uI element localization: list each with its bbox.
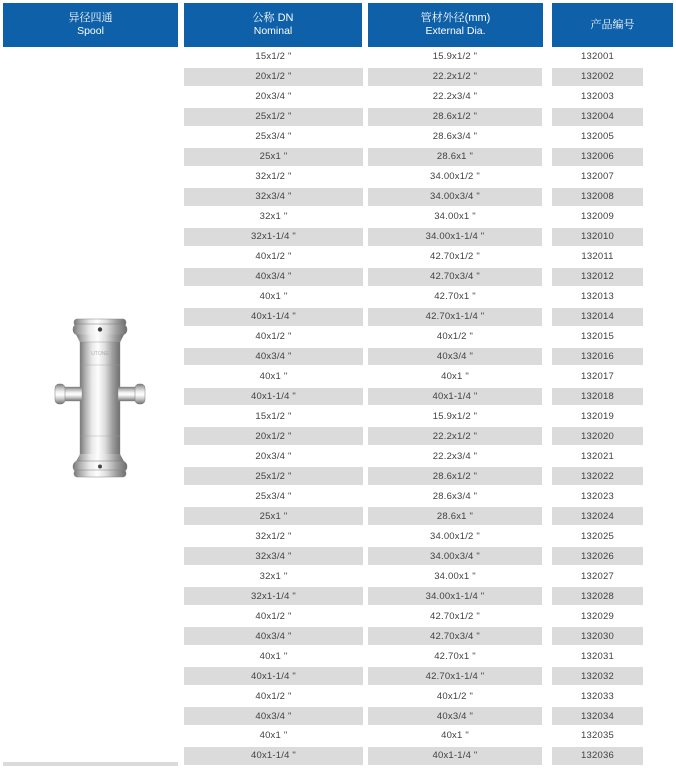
product-code-cell: 132018 [552,388,643,406]
nominal-size-cell: 40x3/4 " [184,348,363,366]
nominal-size-cell: 32x1 " [259,570,288,582]
external-diameter-cell: 34.00x3/4 " [368,188,542,206]
product-code-cell: 132027 [581,570,614,582]
product-code-cell: 132019 [581,410,614,422]
nominal-size-cell: 32x1-1/4 " [184,587,363,605]
external-diameter-cell: 28.6x3/4 " [432,131,478,143]
table-row [0,586,676,606]
product-code-cell: 132010 [552,228,643,246]
nominal-size-cell: 40x1/2 " [255,331,292,343]
product-code-cell: 132022 [552,467,643,485]
product-code-cell: 132026 [552,547,643,565]
fitting-engraved-marking: UTONE [91,351,109,357]
external-diameter-cell: 28.6x1/2 " [368,467,542,485]
product-code-cell: 132006 [552,148,643,166]
nominal-size-cell: 40x3/4 " [184,268,363,286]
product-code-cell: 132003 [581,91,614,103]
table-row [0,167,676,187]
product-code-cell: 132020 [552,427,643,445]
external-diameter-cell: 34.00x1 " [434,211,476,223]
external-diameter-cell: 34.00x1/2 " [430,171,480,183]
external-diameter-cell: 15.9x1/2 " [432,410,478,422]
header-col-product-code [552,3,673,47]
table-row [0,347,676,367]
nominal-size-cell: 15x1/2 " [255,410,292,422]
nominal-size-cell: 25x1/2 " [184,467,363,485]
nominal-size-cell: 32x3/4 " [184,188,363,206]
product-code-cell: 132011 [581,251,614,263]
external-diameter-cell: 40x1/2 " [436,690,474,702]
table-row [0,67,676,87]
table-row [0,646,676,666]
product-code-cell: 132035 [581,730,614,742]
external-diameter-cell: 42.70x1-1/4 " [368,308,542,326]
nominal-size-cell: 15x1/2 " [255,51,292,63]
table-row [0,566,676,586]
external-diameter-cell: 34.00x1 " [434,570,476,582]
product-code-cell: 132032 [552,667,643,685]
product-code-cell: 132025 [581,530,614,542]
product-code-cell: 132014 [552,308,643,326]
nominal-size-cell: 32x1-1/4 " [184,228,363,246]
table-row [0,47,676,67]
nominal-size-cell: 32x1/2 " [255,530,292,542]
header-col-product-code-cn: 产品编号 [590,18,635,31]
product-code-cell: 132004 [552,108,643,126]
external-diameter-cell: 15.9x1/2 " [432,51,478,63]
product-code-cell: 132007 [581,171,614,183]
product-code-cell: 132009 [581,211,614,223]
product-code-cell: 132013 [581,291,614,303]
nominal-size-cell: 40x1-1/4 " [184,308,363,326]
table-row [0,187,676,207]
external-diameter-cell: 42.70x3/4 " [368,268,542,286]
nominal-size-cell: 25x1 " [184,148,363,166]
table-row [0,287,676,307]
product-code-cell: 132016 [552,348,643,366]
external-diameter-cell: 22.2x3/4 " [432,450,478,462]
nominal-size-cell: 32x3/4 " [184,547,363,565]
table-row [0,367,676,387]
nominal-size-cell: 40x1 " [259,370,288,382]
table-row [0,706,676,726]
product-code-cell: 132012 [552,268,643,286]
external-diameter-cell: 28.6x3/4 " [432,490,478,502]
product-code-cell: 132024 [552,507,643,525]
table-row [0,127,676,147]
nominal-size-cell: 40x1-1/4 " [184,667,363,685]
product-code-cell: 132029 [581,610,614,622]
external-diameter-cell: 28.6x1 " [368,148,542,166]
header-col-nominal-en: Nominal [253,25,293,38]
product-code-cell: 132015 [581,331,614,343]
external-diameter-cell: 22.2x3/4 " [432,91,478,103]
table-row [0,446,676,466]
nominal-size-cell: 20x1/2 " [184,68,363,86]
table-row [0,247,676,267]
product-code-cell: 132023 [581,490,614,502]
nominal-size-cell: 40x1/2 " [255,610,292,622]
product-code-cell: 132031 [581,650,614,662]
table-row [0,307,676,327]
table-row [0,107,676,127]
product-code-cell: 132030 [552,627,643,645]
table-row [0,506,676,526]
nominal-size-cell: 20x1/2 " [184,427,363,445]
external-diameter-cell: 40x1/2 " [436,331,474,343]
table-row [0,267,676,287]
table-row [0,606,676,626]
external-diameter-cell: 22.2x1/2 " [368,427,542,445]
external-diameter-cell: 42.70x3/4 " [368,627,542,645]
external-diameter-cell: 34.00x3/4 " [368,547,542,565]
table-row [0,207,676,227]
nominal-size-cell: 20x3/4 " [255,91,292,103]
table-row [0,726,676,746]
product-code-cell: 132028 [552,587,643,605]
nominal-size-cell: 40x1 " [259,650,288,662]
nominal-size-cell: 40x1-1/4 " [184,388,363,406]
table-row [0,466,676,486]
product-code-cell: 132005 [581,131,614,143]
table-row [0,626,676,646]
table-row [0,387,676,407]
table-row [0,526,676,546]
table-row [0,327,676,347]
external-diameter-cell: 42.70x1-1/4 " [368,667,542,685]
product-code-cell: 132034 [552,707,643,725]
external-diameter-cell: 28.6x1 " [368,507,542,525]
product-code-cell: 132033 [581,690,614,702]
external-diameter-cell: 40x3/4 " [368,707,542,725]
product-code-cell: 132002 [552,68,643,86]
external-diameter-cell: 28.6x1/2 " [368,108,542,126]
nominal-size-cell: 40x1/2 " [255,251,292,263]
header-col-external-dia [368,3,543,47]
table-row [0,87,676,107]
header-col-external-dia-cn: 管材外径(mm) [420,12,491,25]
nominal-size-cell: 25x3/4 " [255,131,292,143]
header-col-spool-en: Spool [77,25,104,38]
nominal-size-cell: 25x1 " [184,507,363,525]
product-code-cell: 132001 [581,51,614,63]
header-col-nominal [184,3,362,47]
table-row [0,686,676,706]
image-column-bottom-border [3,762,178,766]
header-col-spool-cn: 异径四通 [68,12,113,25]
nominal-size-cell: 20x3/4 " [255,450,292,462]
external-diameter-cell: 42.70x1/2 " [430,251,480,263]
external-diameter-cell: 40x1-1/4 " [368,388,542,406]
external-diameter-cell: 40x1 " [441,370,469,382]
nominal-size-cell: 40x1 " [259,291,288,303]
nominal-size-cell: 40x3/4 " [184,627,363,645]
nominal-size-cell: 40x1 " [259,730,288,742]
nominal-size-cell: 40x1-1/4 " [184,747,363,765]
external-diameter-cell: 22.2x1/2 " [368,68,542,86]
nominal-size-cell: 32x1/2 " [255,171,292,183]
nominal-size-cell: 25x3/4 " [255,490,292,502]
external-diameter-cell: 34.00x1-1/4 " [368,228,542,246]
table-row [0,426,676,446]
table-row [0,147,676,167]
table-row [0,486,676,506]
nominal-size-cell: 40x1/2 " [255,690,292,702]
external-diameter-cell: 40x3/4 " [368,348,542,366]
external-diameter-cell: 42.70x1/2 " [430,610,480,622]
header-col-external-dia-en: External Dia. [425,25,486,38]
external-diameter-cell: 42.70x1 " [434,650,476,662]
external-diameter-cell: 40x1 " [441,730,469,742]
table-row [0,227,676,247]
nominal-size-cell: 32x1 " [259,211,288,223]
header-col-spool [3,3,178,47]
external-diameter-cell: 34.00x1-1/4 " [368,587,542,605]
nominal-size-cell: 40x3/4 " [184,707,363,725]
external-diameter-cell: 34.00x1/2 " [430,530,480,542]
external-diameter-cell: 42.70x1 " [434,291,476,303]
product-code-cell: 132036 [552,747,643,765]
external-diameter-cell: 40x1-1/4 " [368,747,542,765]
product-code-cell: 132008 [552,188,643,206]
product-code-cell: 132021 [581,450,614,462]
table-row [0,406,676,426]
table-row [0,666,676,686]
table-row [0,546,676,566]
header-col-nominal-cn: 公称 DN [252,12,294,25]
nominal-size-cell: 25x1/2 " [184,108,363,126]
product-code-cell: 132017 [581,370,614,382]
